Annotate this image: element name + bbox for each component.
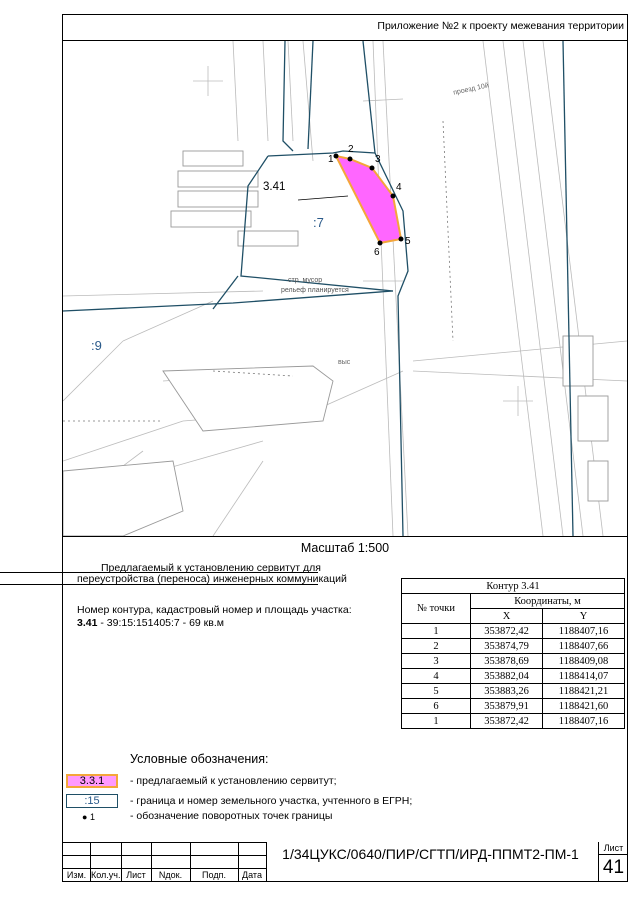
legend-point-text: - обозначение поворотных точек границы [130, 810, 333, 822]
col-x-header: X [471, 609, 543, 624]
point-label-5: 5 [405, 236, 411, 247]
legend-servitude-text: - предлагаемый к установлению сервитут; [130, 775, 337, 787]
col-kol-uch: Кол.уч. [91, 870, 121, 880]
table-row: 6 353879,91 1188421,60 [402, 699, 625, 714]
legend-point-swatch: ● 1 [82, 812, 95, 822]
contour-details: - 39:15:151405:7 - 69 кв.м [97, 617, 224, 629]
scale-label: Масштаб 1:500 [300, 541, 390, 555]
legend-title: Условные обозначения: [130, 752, 269, 766]
contour-number: 3.41 [77, 617, 98, 629]
table-row: 5 353883,26 1188421,21 [402, 684, 625, 699]
col-point-header: № точки [402, 594, 471, 624]
servitude-contour [336, 156, 401, 243]
col-y-header: Y [543, 609, 625, 624]
point-label-6: 6 [374, 247, 380, 258]
point-label-4: 4 [396, 182, 402, 193]
coordinates-table [401, 578, 625, 729]
survey-map [63, 41, 627, 536]
document-code: 1/34ЦУКС/0640/ПИР/СГТП/ИРД-ППМТ2-ПМ-1 [282, 846, 579, 862]
table-row: 4 353882,04 1188414,07 [402, 669, 625, 684]
sheet-label: Лист [599, 842, 628, 855]
sheet-box [598, 842, 628, 882]
col-coords-header: Координаты, м [471, 594, 625, 609]
table-row: 1 353872,42 1188407,16 [402, 624, 625, 639]
point-dot-icon: ● [82, 812, 88, 822]
servitude-purpose-line2: переустройства (переноса) инженерных коммуникаций [77, 573, 347, 585]
contour-label: 3.41 [263, 181, 286, 193]
col-izm: Изм. [63, 869, 91, 882]
legend-parcel-swatch: :15 [66, 794, 118, 808]
sheet-number: 41 [602, 857, 625, 878]
col-data: Дата [238, 869, 266, 882]
revision-table [62, 842, 267, 882]
point-label-1: 1 [328, 154, 334, 165]
appendix-header: Приложение №2 к проекту межевания территории [377, 20, 624, 32]
legend-parcel-text: - граница и номер земельного участка, учтенного в ЕГРН; [130, 795, 413, 807]
servitude-purpose-line1: Предлагаемый к установлению сервитут для [101, 562, 321, 574]
col-podp: Подп. [190, 869, 238, 882]
table-row: 1 353872,42 1188407,16 [402, 714, 625, 729]
contour-leader [298, 196, 348, 200]
map-note-2: рельеф планируется [281, 287, 349, 294]
street-label: проезд 10й [452, 82, 490, 97]
buildings [63, 151, 608, 536]
table-row: 3 353878,69 1188409,08 [402, 654, 625, 669]
contour-info-label: Номер контура, кадастровый номер и площадь участка: [77, 604, 352, 616]
map-note-1: стр. мусор [288, 277, 323, 284]
point-label-2: 2 [348, 144, 354, 155]
table-row: 2 353874,79 1188407,66 [402, 639, 625, 654]
parcel-label-9: :9 [91, 338, 102, 353]
legend-servitude-swatch: 3.3.1 [66, 774, 118, 788]
point-label-3: 3 [375, 154, 381, 165]
table-title: Контур 3.41 [402, 579, 625, 594]
map-divider [62, 536, 628, 537]
map-note-3: выс [338, 359, 351, 366]
title-block [62, 842, 628, 882]
col-ndok: Nдок. [151, 869, 190, 882]
col-list: Лист [121, 869, 151, 882]
contour-info-value [77, 617, 224, 629]
parcel-label-7: :7 [313, 215, 324, 230]
